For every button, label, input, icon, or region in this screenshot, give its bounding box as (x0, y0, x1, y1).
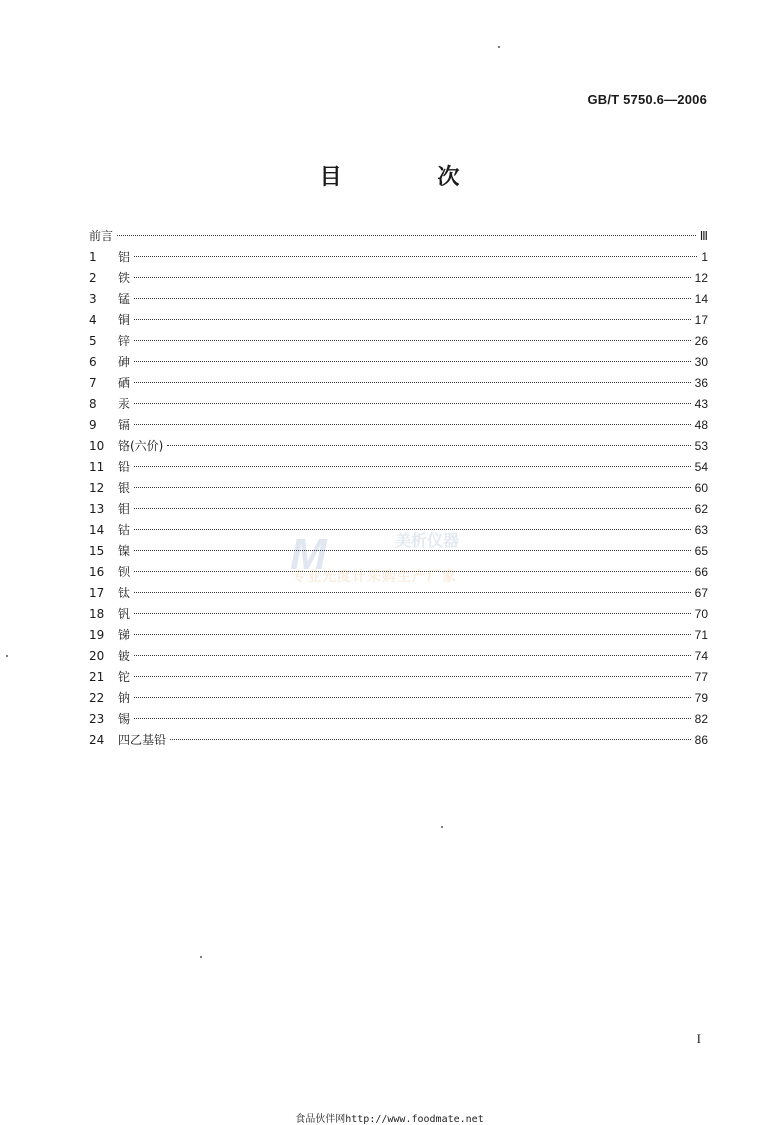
toc-entry (89, 625, 708, 646)
toc-entry-number: 1 (89, 250, 97, 264)
toc-entry-label: 锑 (118, 628, 131, 642)
toc-entry-page: 77 (694, 670, 708, 684)
toc-entry-page: 70 (694, 607, 708, 621)
toc-entry-label: 钴 (118, 523, 131, 537)
toc-entry-page: 71 (694, 628, 708, 642)
dot-leader (134, 256, 697, 257)
dot-leader (134, 487, 691, 488)
toc-entry (89, 268, 708, 289)
toc-entry-page: 65 (694, 544, 708, 558)
toc-entry-page: 14 (694, 292, 708, 306)
dot-leader (134, 361, 691, 362)
toc-entry (89, 688, 708, 709)
toc-entry (89, 436, 708, 457)
dot-leader (134, 277, 691, 278)
toc-entry-number: 19 (89, 628, 105, 642)
toc-entry (89, 352, 708, 373)
toc-entry (89, 646, 708, 667)
watermark-logo: M (290, 530, 327, 579)
toc-entry (89, 499, 708, 520)
toc-entry (89, 247, 708, 268)
toc-entry-number: 24 (89, 733, 105, 747)
toc-entry-page: Ⅲ (699, 229, 708, 243)
toc-entry-label: 钼 (118, 502, 131, 516)
scan-speck (441, 826, 443, 828)
toc-entry-number: 11 (89, 460, 105, 474)
toc-entry-page: 66 (694, 565, 708, 579)
dot-leader (134, 676, 691, 677)
toc-entry-number: 10 (89, 439, 105, 453)
dot-leader (134, 592, 691, 593)
dot-leader (117, 235, 696, 236)
dot-leader (134, 508, 691, 509)
toc-entry-page: 48 (694, 418, 708, 432)
dot-leader (134, 634, 691, 635)
toc-entry-number: 7 (89, 376, 97, 390)
toc-entry-label: 汞 (118, 397, 131, 411)
toc-entry-page: 63 (694, 523, 708, 537)
toc-entry-page: 86 (694, 733, 708, 747)
toc-entry-page: 53 (694, 439, 708, 453)
dot-leader (167, 445, 690, 446)
toc-entry-page: 54 (694, 460, 708, 474)
toc-entry (89, 226, 708, 247)
toc-entry-number: 3 (89, 292, 97, 306)
toc-entry (89, 373, 708, 394)
toc-entry-label: 铊 (118, 670, 131, 684)
toc-entry-page: 67 (694, 586, 708, 600)
dot-leader (134, 319, 691, 320)
toc-entry-label: 铝 (118, 250, 131, 264)
toc-entry-page: 43 (694, 397, 708, 411)
toc-entry-label: 镍 (118, 544, 131, 558)
scan-speck (6, 655, 8, 657)
toc-entry (89, 478, 708, 499)
toc-entry-number: 5 (89, 334, 97, 348)
toc-entry-number: 4 (89, 313, 97, 327)
toc-entry-number: 6 (89, 355, 97, 369)
toc-entry-label: 硒 (118, 376, 131, 390)
toc-entry (89, 289, 708, 310)
toc-entry (89, 331, 708, 352)
toc-entry-label: 铍 (118, 649, 131, 663)
toc-entry-number: 8 (89, 397, 97, 411)
toc-entry-page: 17 (694, 313, 708, 327)
toc-entry-label: 钒 (118, 607, 131, 621)
toc-entry-label: 砷 (118, 355, 131, 369)
toc-entry-label: 四乙基铅 (118, 733, 167, 747)
dot-leader (134, 655, 691, 656)
toc-entry (89, 562, 708, 583)
toc-entry-number: 22 (89, 691, 105, 705)
dot-leader (134, 403, 691, 404)
toc-entry-number: 17 (89, 586, 105, 600)
toc-entry (89, 730, 708, 751)
toc-entry (89, 394, 708, 415)
toc-entry-label: 铁 (118, 271, 131, 285)
footer-url: 食品伙伴网http://www.foodmate.net (295, 1114, 484, 1125)
toc-entry-page: 62 (694, 502, 708, 516)
toc-entry-label: 铜 (118, 313, 131, 327)
dot-leader (134, 550, 691, 551)
toc-entry-label: 钛 (118, 586, 131, 600)
dot-leader (134, 298, 691, 299)
toc-entry-label: 银 (118, 481, 131, 495)
toc-entry-page: 1 (701, 250, 708, 264)
toc-entry-label: 镉 (118, 418, 131, 432)
dot-leader (134, 613, 691, 614)
toc-entry (89, 583, 708, 604)
toc-entry-number: 12 (89, 481, 105, 495)
table-of-contents (89, 226, 708, 751)
toc-entry-number: 18 (89, 607, 105, 621)
toc-entry (89, 520, 708, 541)
toc-entry (89, 667, 708, 688)
toc-entry-label: 钡 (118, 565, 131, 579)
toc-entry-label: 锡 (118, 712, 131, 726)
toc-entry (89, 457, 708, 478)
page-title: 目 次 (319, 165, 504, 190)
toc-entry-number: 15 (89, 544, 105, 558)
toc-entry-page: 30 (694, 355, 708, 369)
toc-entry-label: 铅 (118, 460, 131, 474)
toc-entry-label: 锌 (118, 334, 131, 348)
toc-entry-number: 2 (89, 271, 97, 285)
standard-number: GB/T 5750.6—2006 (587, 92, 707, 107)
dot-leader (134, 718, 691, 719)
toc-entry-label: 钠 (118, 691, 131, 705)
toc-entry-page: 36 (694, 376, 708, 390)
toc-entry (89, 604, 708, 625)
watermark-brand: 美析仪器 (395, 531, 460, 550)
scan-speck (498, 46, 500, 48)
dot-leader (170, 739, 691, 740)
page-number: I (696, 1031, 701, 1046)
toc-entry (89, 709, 708, 730)
toc-entry-page: 60 (694, 481, 708, 495)
toc-entry-number: 23 (89, 712, 105, 726)
toc-entry-page: 74 (694, 649, 708, 663)
toc-entry-number: 13 (89, 502, 105, 516)
toc-entry-page: 79 (694, 691, 708, 705)
toc-entry-page: 26 (694, 334, 708, 348)
scan-speck (200, 956, 202, 958)
dot-leader (134, 571, 691, 572)
toc-entry-page: 82 (694, 712, 708, 726)
dot-leader (134, 340, 691, 341)
toc-entry-label: 前言 (89, 229, 114, 243)
dot-leader (134, 529, 691, 530)
toc-entry-number: 20 (89, 649, 105, 663)
toc-entry (89, 415, 708, 436)
toc-entry-number: 9 (89, 418, 97, 432)
toc-entry-label: 铬(六价) (118, 439, 164, 453)
dot-leader (134, 382, 691, 383)
dot-leader (134, 424, 691, 425)
dot-leader (134, 466, 691, 467)
toc-entry-number: 21 (89, 670, 105, 684)
watermark-slogan: 专业光度计采购生产厂家 (292, 569, 457, 585)
toc-entry-page: 12 (694, 271, 708, 285)
toc-entry (89, 541, 708, 562)
toc-entry (89, 310, 708, 331)
dot-leader (134, 697, 691, 698)
toc-entry-label: 锰 (118, 292, 131, 306)
toc-entry-number: 14 (89, 523, 105, 537)
toc-entry-number: 16 (89, 565, 105, 579)
